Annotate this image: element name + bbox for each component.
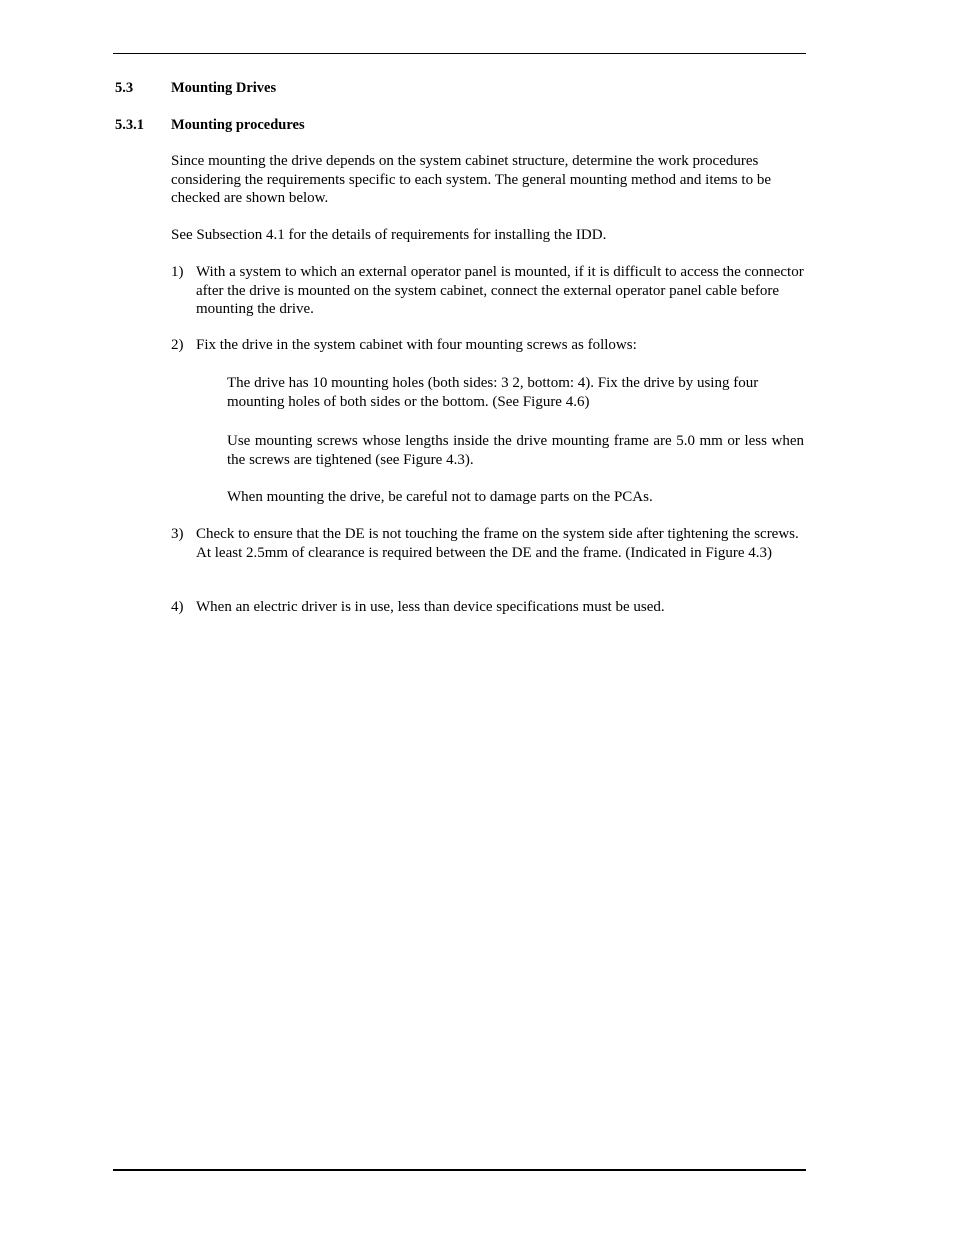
subsection-title: Mounting procedures [171, 117, 305, 133]
section-heading [115, 79, 276, 97]
bottom-rule [113, 1169, 806, 1171]
list-item-text: When an electric driver is in use, less than device specifications must be used. [196, 599, 665, 615]
subsection-number: 5.3.1 [115, 117, 144, 133]
list-item [171, 336, 811, 355]
section-title: Mounting Drives [171, 80, 277, 96]
list-item [171, 263, 811, 319]
list-item [171, 525, 811, 562]
list-item-number: 2) [171, 337, 184, 353]
sub-item-mounting-holes: The drive has 10 mounting holes (both sides: 3 2, bottom: 4). Fix the drive by using four mounting holes of both sides or the bottom. (See Figure 4.6) [227, 375, 759, 410]
list-item-text: Fix the drive in the system cabinet with four mounting screws as follows: [196, 337, 637, 353]
list-item-number: 4) [171, 599, 184, 615]
subsection-heading [115, 116, 305, 134]
section-number: 5.3 [115, 80, 134, 96]
list-item-number: 1) [171, 264, 184, 280]
list-item-text: Check to ensure that the DE is not touching the frame on the system side after tightening the screws. At least 2.5mm of clearance is required between the DE and the frame. (Indicated in Figure 4.3) [196, 526, 799, 561]
list-item-text: With a system to which an external operator panel is mounted, if it is difficult to access the connector after the drive is mounted on the system cabinet, connect the external operator panel cable before mounting the drive. [196, 264, 804, 318]
sub-item-screw-length: Use mounting screws whose lengths inside the drive mounting frame are 5.0 mm or less when the screws are tightened (see Figure 4.3). [227, 433, 804, 468]
sub-item-pca-caution: When mounting the drive, be careful not to damage parts on the PCAs. [227, 489, 653, 505]
list-item [171, 598, 811, 617]
intro-paragraph: Since mounting the drive depends on the system cabinet structure, determine the work procedures considering the requirements specific to each system. The general mounting method and items to be checked are shown below. [171, 153, 771, 207]
list-item-number: 3) [171, 526, 184, 542]
see-subsection-paragraph: See Subsection 4.1 for the details of requirements for installing the IDD. [171, 227, 607, 243]
top-rule [113, 53, 806, 54]
